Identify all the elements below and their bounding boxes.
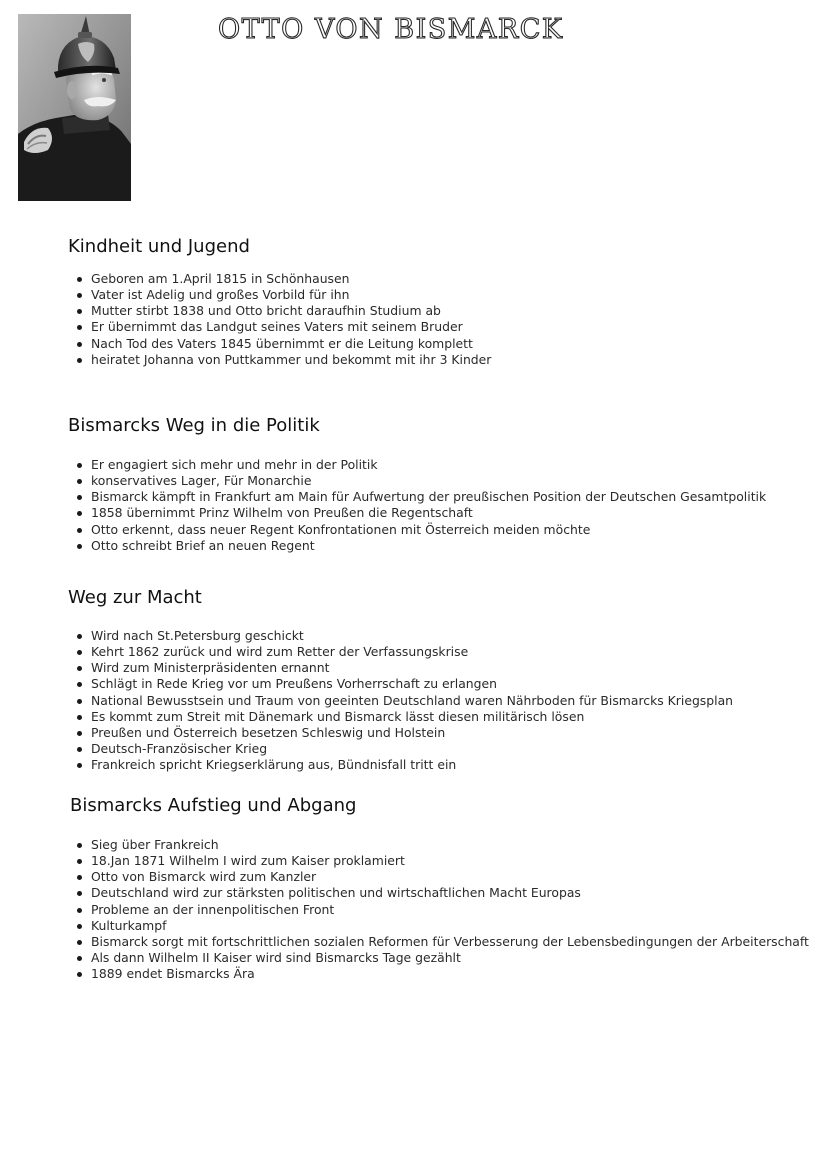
section-heading: Bismarcks Aufstieg und Abgang	[70, 795, 357, 816]
list-item: 18.Jan 1871 Wilhelm I wird zum Kaiser proklamiert	[68, 853, 820, 869]
list-item: Er übernimmt das Landgut seines Vaters mit seinem Bruder	[68, 319, 818, 335]
list-item: Preußen und Österreich besetzen Schleswig und Holstein	[68, 725, 818, 741]
bullet-list	[68, 457, 818, 554]
list-item: Otto von Bismarck wird zum Kanzler	[68, 869, 820, 885]
list-item: Es kommt zum Streit mit Dänemark und Bismarck lässt diesen militärisch lösen	[68, 709, 818, 725]
list-item: Bismarck sorgt mit fortschrittlichen sozialen Reformen für Verbesserung der Lebensbedingungen der Arbeiterschaft	[68, 934, 820, 950]
list-item: Kulturkampf	[68, 918, 820, 934]
list-item: konservatives Lager, Für Monarchie	[68, 473, 818, 489]
bullet-list	[68, 271, 818, 368]
list-item: Schlägt in Rede Krieg vor um Preußens Vorherrschaft zu erlangen	[68, 676, 818, 692]
list-item: Mutter stirbt 1838 und Otto bricht daraufhin Studium ab	[68, 303, 818, 319]
section-heading: Bismarcks Weg in die Politik	[68, 415, 320, 436]
list-item: 1889 endet Bismarcks Ära	[68, 966, 820, 982]
list-item: Sieg über Frankreich	[68, 837, 820, 853]
portrait-photo	[18, 14, 131, 201]
list-item: Deutsch-Französischer Krieg	[68, 741, 818, 757]
portrait-illustration	[18, 14, 131, 201]
list-item: Bismarck kämpft in Frankfurt am Main für Aufwertung der preußischen Position der Deutschen Gesamtpolitik	[68, 489, 818, 505]
section-kindheit-und-jugend	[68, 236, 818, 368]
bullet-list	[68, 628, 818, 773]
section-heading: Kindheit und Jugend	[68, 236, 250, 257]
list-item: Vater ist Adelig und großes Vorbild für ihn	[68, 287, 818, 303]
section-weg-in-die-politik	[68, 415, 818, 554]
list-item: Otto erkennt, dass neuer Regent Konfrontationen mit Österreich meiden möchte	[68, 522, 818, 538]
list-item: Frankreich spricht Kriegserklärung aus, Bündnisfall tritt ein	[68, 757, 818, 773]
bullet-list	[68, 837, 820, 982]
list-item: National Bewusstsein und Traum von geeinten Deutschland waren Nährboden für Bismarcks Kriegsplan	[68, 693, 818, 709]
list-item: Wird zum Ministerpräsidenten ernannt	[68, 660, 818, 676]
list-item: 1858 übernimmt Prinz Wilhelm von Preußen die Regentschaft	[68, 505, 818, 521]
section-aufstieg-und-abgang	[70, 795, 820, 982]
list-item: Deutschland wird zur stärksten politischen und wirtschaftlichen Macht Europas	[68, 885, 820, 901]
list-item: Wird nach St.Petersburg geschickt	[68, 628, 818, 644]
section-heading: Weg zur Macht	[68, 587, 202, 608]
list-item: Er engagiert sich mehr und mehr in der Politik	[68, 457, 818, 473]
section-weg-zur-macht	[68, 587, 818, 773]
list-item: Probleme an der innenpolitischen Front	[68, 902, 820, 918]
list-item: Geboren am 1.April 1815 in Schönhausen	[68, 271, 818, 287]
list-item: Kehrt 1862 zurück und wird zum Retter der Verfassungskrise	[68, 644, 818, 660]
list-item: Nach Tod des Vaters 1845 übernimmt er die Leitung komplett	[68, 336, 818, 352]
page-title: OTTO VON BISMARCK	[218, 14, 564, 45]
list-item: Als dann Wilhelm II Kaiser wird sind Bismarcks Tage gezählt	[68, 950, 820, 966]
list-item: heiratet Johanna von Puttkammer und bekommt mit ihr 3 Kinder	[68, 352, 818, 368]
list-item: Otto schreibt Brief an neuen Regent	[68, 538, 818, 554]
